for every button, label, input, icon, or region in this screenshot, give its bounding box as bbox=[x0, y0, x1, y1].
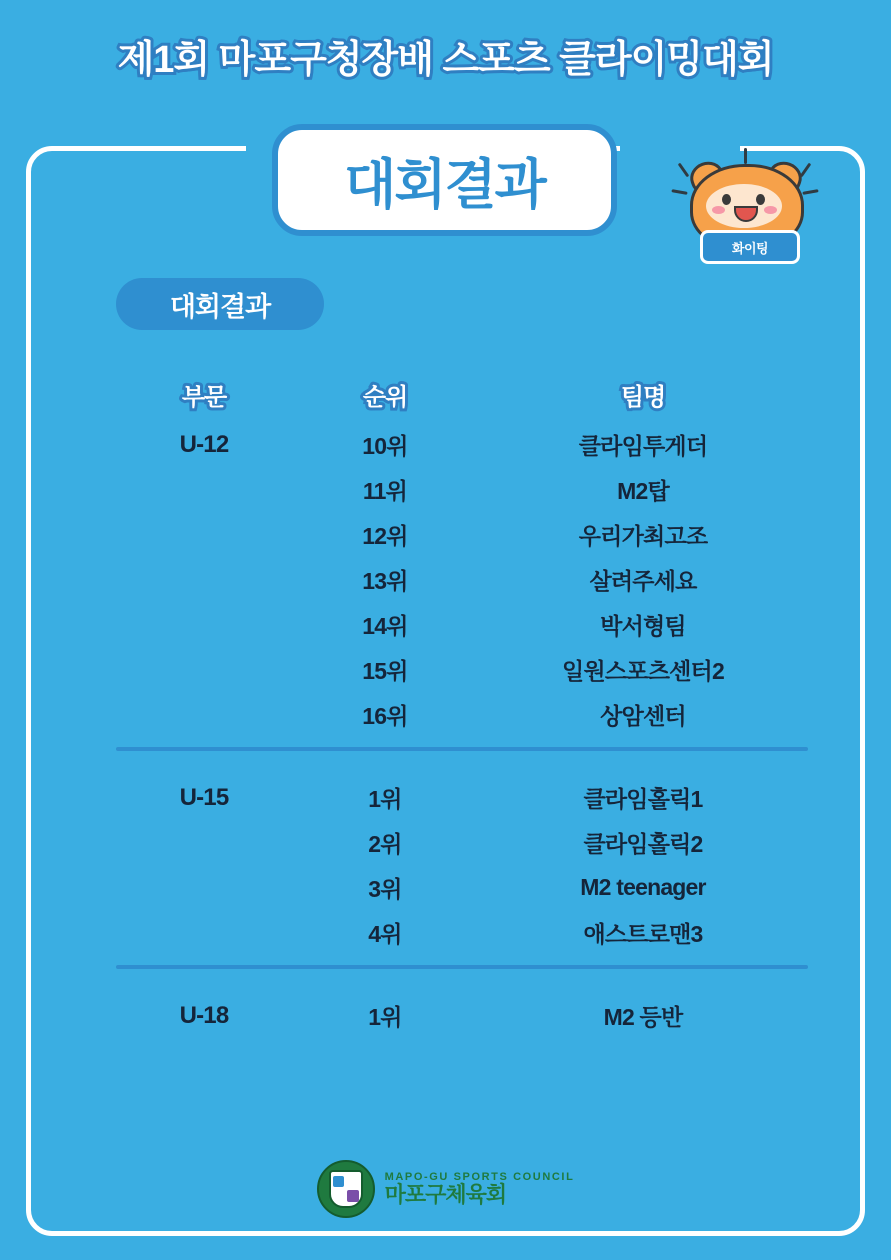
cell-rank: 3위 bbox=[368, 876, 402, 902]
cell-rank: 2위 bbox=[368, 831, 402, 857]
cell-team: 살려주세요 bbox=[589, 568, 697, 594]
cell-rank: 1위 bbox=[368, 786, 402, 812]
group-divider bbox=[116, 747, 808, 751]
table-header-row bbox=[116, 366, 808, 422]
header-label-team: 팀명 bbox=[620, 383, 666, 411]
table-row bbox=[116, 993, 808, 1038]
footer-org-en: MAPO-GU SPORTS COUNCIL bbox=[384, 1170, 575, 1183]
cell-rank: 1위 bbox=[368, 1004, 402, 1030]
cell-team: M2 등반 bbox=[603, 1004, 683, 1030]
cell-rank: 16위 bbox=[362, 703, 408, 729]
table-row bbox=[116, 910, 808, 955]
cell-rank: 10위 bbox=[362, 433, 408, 459]
table-row bbox=[116, 467, 808, 512]
poster-title-bar bbox=[0, 28, 891, 83]
cell-team: M2탑 bbox=[617, 478, 669, 504]
cell-team: 클라임홀릭2 bbox=[583, 831, 703, 857]
sparkle-icon bbox=[678, 163, 690, 178]
cell-team: 클라임투게더 bbox=[578, 433, 708, 459]
cell-team: 일원스포츠센터2 bbox=[562, 658, 724, 684]
mascot-blush-left-icon bbox=[712, 206, 725, 214]
group-spacer bbox=[116, 765, 808, 775]
page-title: 제1회 마포구청장배 스포츠 클라이밍대회 bbox=[117, 39, 774, 81]
table-header-cell-rank bbox=[292, 377, 478, 412]
cell-part: U-18 bbox=[179, 1001, 229, 1029]
cell-part: U-15 bbox=[179, 783, 229, 811]
sports-council-emblem-icon bbox=[317, 1160, 375, 1218]
table-row bbox=[116, 647, 808, 692]
footer-text bbox=[385, 1171, 575, 1207]
table-group-u12 bbox=[116, 422, 808, 737]
headline-pill bbox=[272, 124, 617, 236]
table-row bbox=[116, 512, 808, 557]
header-label-rank: 순위 bbox=[362, 383, 408, 411]
headline-pill-label: 대회결과 bbox=[344, 154, 545, 215]
cell-team: 상암센터 bbox=[600, 703, 686, 729]
cell-rank: 13위 bbox=[362, 568, 408, 594]
header-label-part: 부문 bbox=[181, 383, 227, 411]
table-group-u15 bbox=[116, 775, 808, 955]
table-row bbox=[116, 820, 808, 865]
table-row bbox=[116, 602, 808, 647]
section-tag-label: 대회결과 bbox=[169, 291, 271, 322]
table-header-cell-part bbox=[116, 377, 292, 412]
cell-team: 우리가최고조 bbox=[578, 523, 708, 549]
table-row bbox=[116, 865, 808, 910]
cell-rank: 12위 bbox=[362, 523, 408, 549]
table-row bbox=[116, 557, 808, 602]
results-table bbox=[116, 366, 808, 1038]
mascot-illustration bbox=[676, 148, 816, 266]
cell-team: 애스트로맨3 bbox=[583, 921, 703, 947]
sparkle-icon bbox=[744, 148, 747, 164]
table-row bbox=[116, 422, 808, 467]
mascot-eye-left-icon bbox=[722, 194, 731, 205]
group-spacer bbox=[116, 983, 808, 993]
section-tag bbox=[116, 278, 324, 330]
cell-part: U-12 bbox=[179, 430, 229, 458]
cell-rank: 14위 bbox=[362, 613, 408, 639]
mascot-eye-right-icon bbox=[756, 194, 765, 205]
emblem-inner-shield-icon bbox=[329, 1170, 363, 1208]
table-group-u18 bbox=[116, 993, 808, 1038]
group-divider bbox=[116, 965, 808, 969]
cell-team: M2 teenager bbox=[580, 874, 706, 900]
table-header-cell-team bbox=[478, 377, 808, 412]
footer bbox=[0, 1160, 891, 1218]
cell-rank: 11위 bbox=[362, 478, 408, 504]
cell-team: 박서형팀 bbox=[600, 613, 686, 639]
mascot-blush-right-icon bbox=[764, 206, 777, 214]
cell-rank: 4위 bbox=[368, 921, 402, 947]
table-row bbox=[116, 692, 808, 737]
cell-team: 클라임홀릭1 bbox=[583, 786, 703, 812]
cell-rank: 15위 bbox=[362, 658, 408, 684]
footer-org-kr: 마포구체육회 bbox=[384, 1181, 507, 1207]
mascot-banner-label: 화이팅 bbox=[700, 230, 800, 264]
table-row bbox=[116, 775, 808, 820]
